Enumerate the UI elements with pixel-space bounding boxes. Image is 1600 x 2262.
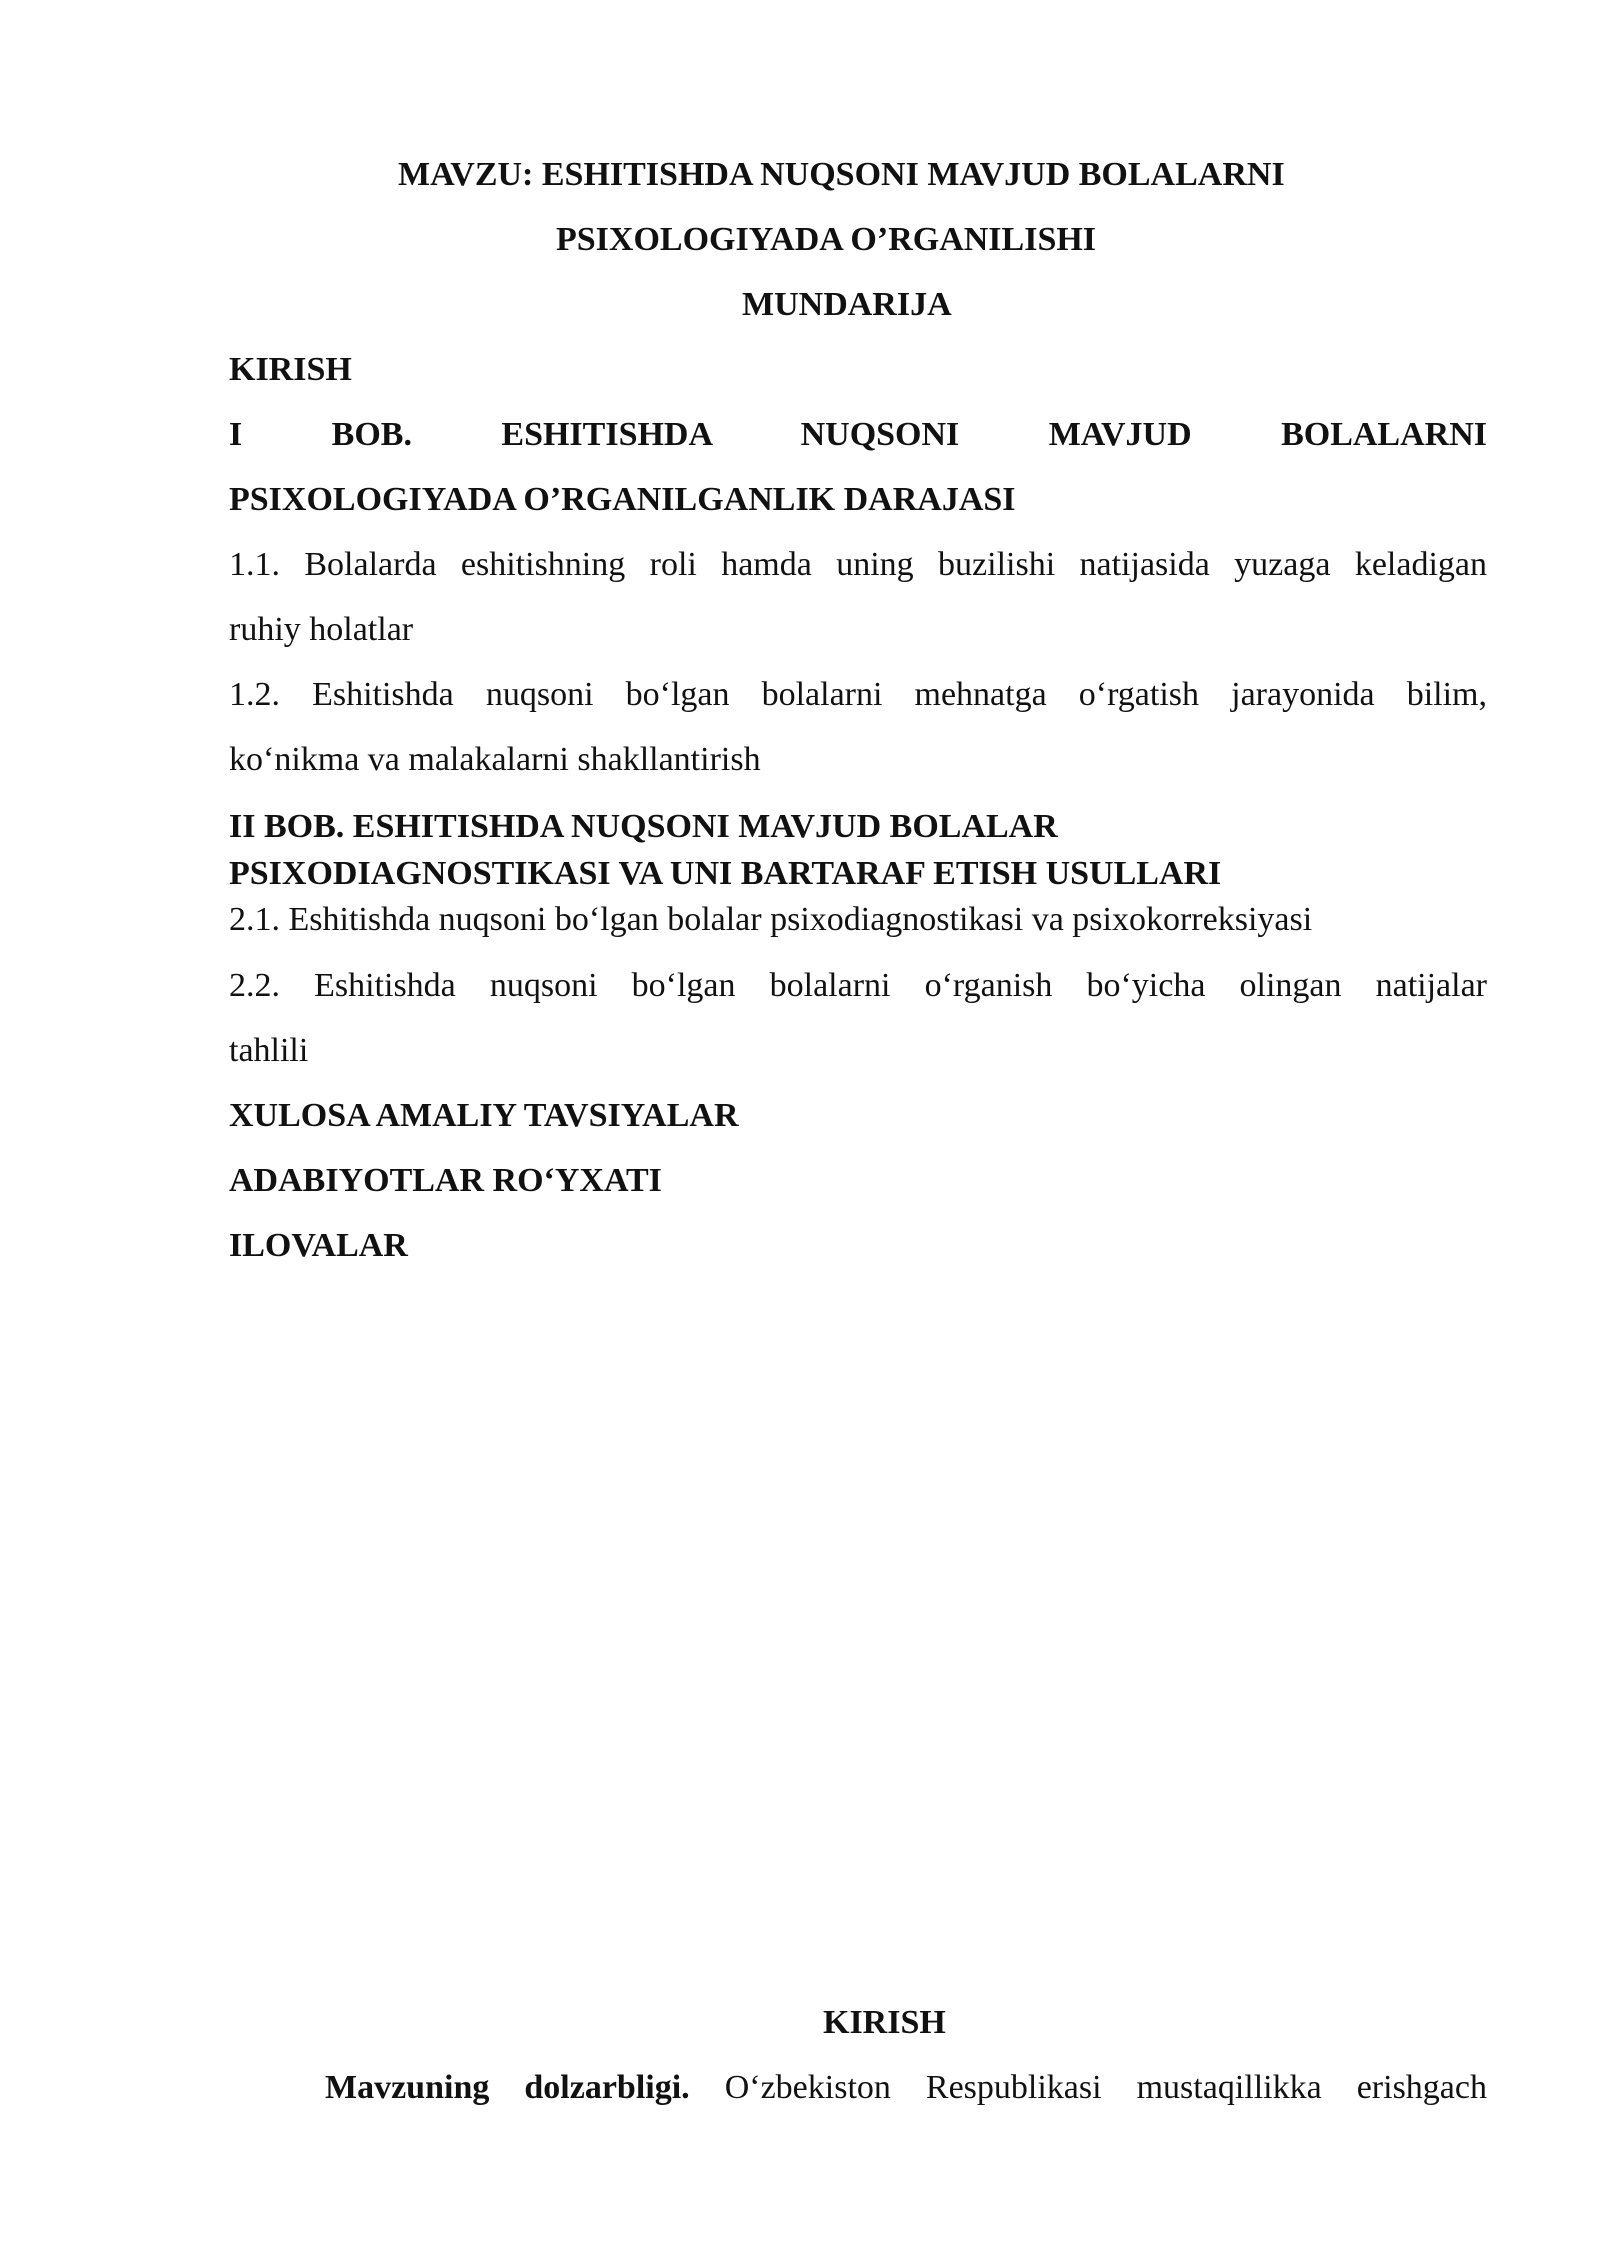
toc-section-1-1-line-1: 1.1. Bolalarda eshitishning roli hamda uning buzilishi natijasida yuzaga keladigan [229,546,1487,583]
toc-section-2-2-line-2: tahlili [229,1032,309,1069]
toc-section-1-2-line-2: ko‘nikma va malakalarni shakllantirish [229,741,761,778]
toc-chapter-2-line-1: II BOB. ESHITISHDA NUQSONI MAVJUD BOLALAR [229,808,1058,845]
toc-chapter-1-line-2: PSIXOLOGIYADA O’RGANILGANLIK DARAJASI [229,481,1016,518]
toc-appendices: ILOVALAR [229,1227,408,1264]
toc-heading: MUNDARIJA [742,286,952,323]
toc-conclusion: XULOSA AMALIY TAVSIYALAR [229,1097,739,1134]
intro-heading: KIRISH [823,2004,946,2041]
intro-lead-text: O‘zbekiston Respublikasi mustaqillikka erishgach [724,2069,1487,2106]
document-title-line-1: MAVZU: ESHITISHDA NUQSONI MAVJUD BOLALARNI [398,156,1285,193]
toc-chapter-2-line-2: PSIXODIAGNOSTIKASI VA UNI BARTARAF ETISH USULLARI [229,855,1222,892]
toc-section-1-1-line-2: ruhiy holatlar [229,611,414,648]
toc-chapter-1-line-1: I BOB. ESHITISHDA NUQSONI MAVJUD BOLALARNI [229,416,1487,453]
toc-references: ADABIYOTLAR RO‘YXATI [229,1162,662,1199]
toc-section-2-2-line-1: 2.2. Eshitishda nuqsoni bo‘lgan bolalarni o‘rganish bo‘yicha olingan natijalar [229,967,1487,1004]
document-title-line-2: PSIXOLOGIYADA O’RGANILISHI [556,221,1097,258]
toc-section-1-2-line-1: 1.2. Eshitishda nuqsoni bo‘lgan bolalarni mehnatga o‘rgatish jarayonida bilim, [229,676,1487,713]
intro-first-line [325,2068,1487,2108]
toc-section-2-1: 2.1. Eshitishda nuqsoni bo‘lgan bolalar psixodiagnostikasi va psixokorreksiyasi [229,901,1313,938]
toc-intro: KIRISH [229,351,352,388]
intro-lead-bold: Mavzuning dolzarbligi. [325,2069,690,2106]
